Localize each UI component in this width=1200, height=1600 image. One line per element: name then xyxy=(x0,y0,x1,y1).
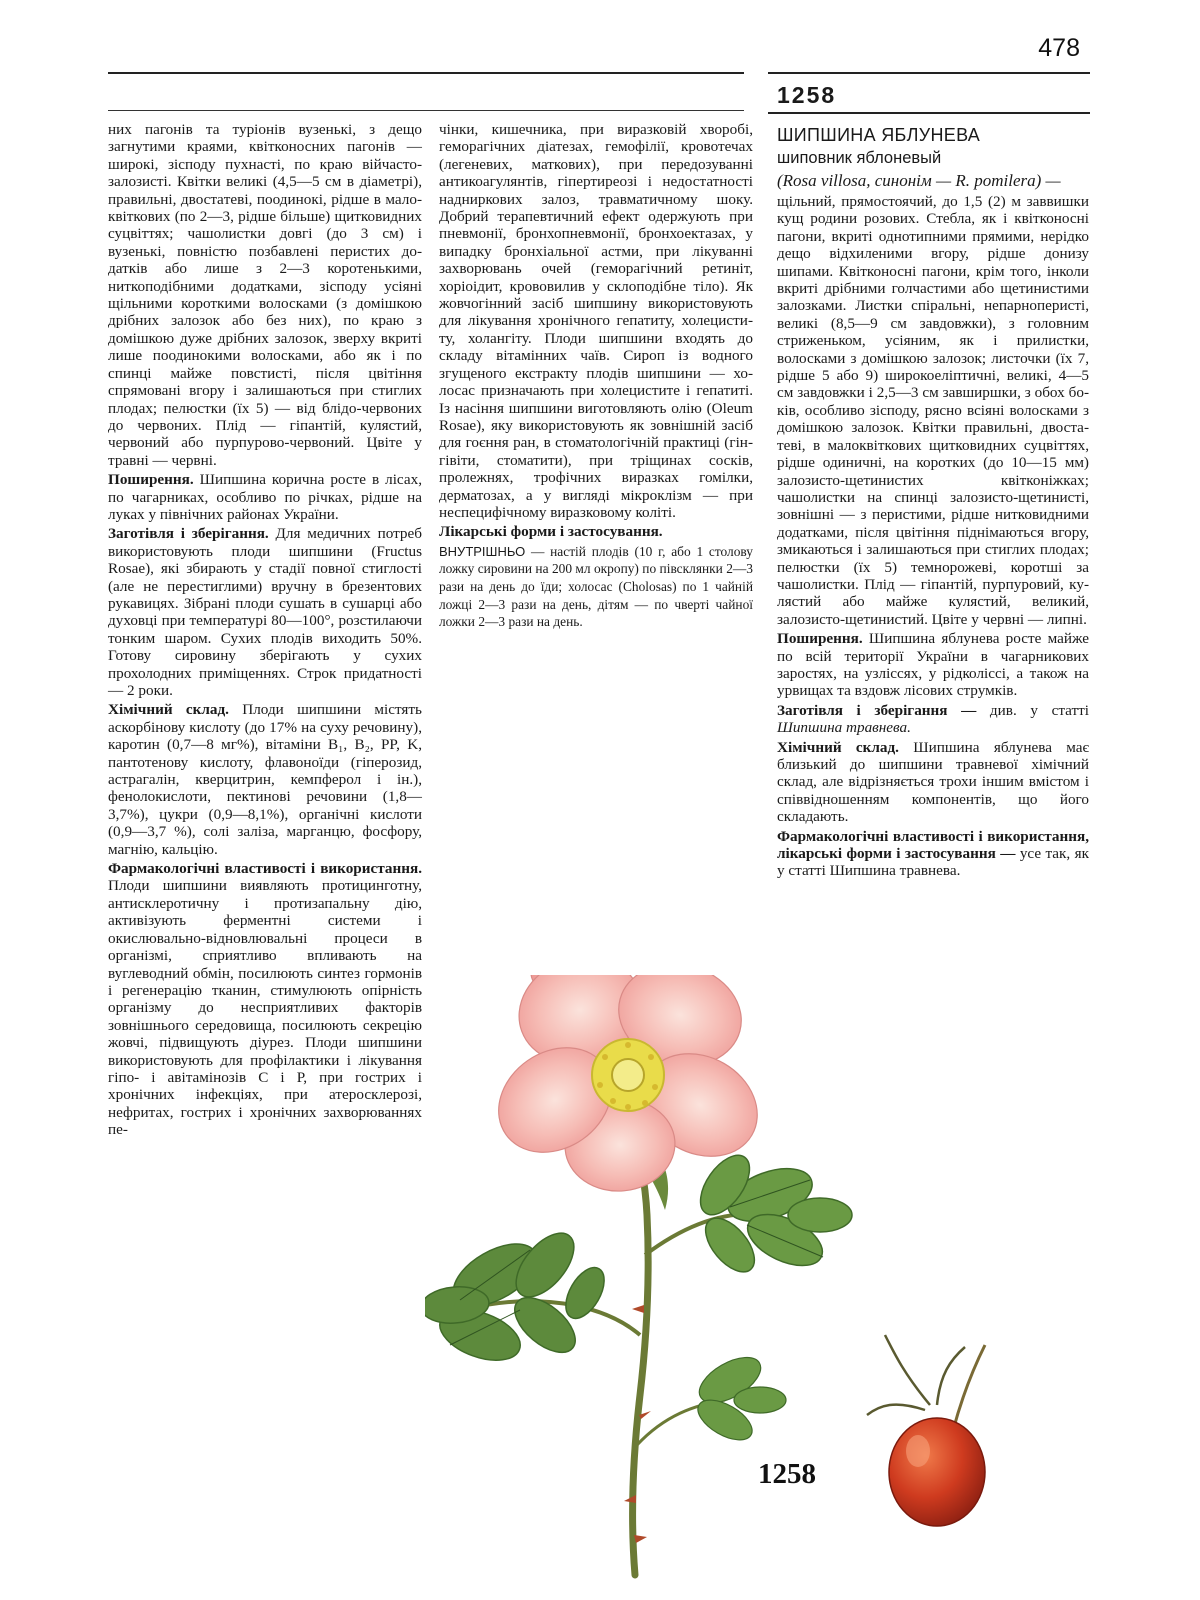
section-heading: Поширення. xyxy=(108,471,194,489)
hip-sepal xyxy=(885,1335,930,1405)
thorn xyxy=(634,1535,647,1543)
entry-description: щільний, прямостоячий, до 1,5 (2) м заввишки кущ родини розових. Стебла, як і квітконосні пагони, вкриті однотипними прямими, нерідко дещо відхиленими вгору, рідше донизу шипами. Квітконосні пагони, крім того, інколи вкриті дрібними голчастими або щетинистими залозками. Листки спіральні, непарноперисті, великі (8,5—9 см завдовжки), з головним стриженьком, усіяним, як і прилистки, волосками з домішкою залозок; листочки (їх 7, рідше 5 або 9) широкоеліптичні, великі, 4—5 см завдовжки і 2,5—3 см завширшки, з обох боків, особливо зісподу, рясно всіяні волосками з домішкою залозок. Квітки правильні, двостатеві, в малоквіткових щитковидних суцвіттях, рідше одиничні, на коротких (до 10—15 мм) залозисто-щетинистих квітконіжках; чашолистки на спинці залозисто-щетинисті, зовнішні — з перистими, рідше нитковидними додатками, після цвітіння піднімаються вгору, змикаються і залишаються при стиглих плодах; пелюстки (їх 5) темнорожеві, коротші за чашолистки. Плід — гіпантій, пурпуровий, кулястий або майже кулястий, великий, залозисто-щетинистий. Цвіте у червні — липні. xyxy=(777,193,1089,628)
section-text: Для медичних потреб використовують плоди шипшини (Fructus Rosae), які збирають у стадії повної стиглості (але не перестиглими) вручну в брезентових рукавицях. Зібрані плоди сушать в сушарці або духовці при температурі 80—100°, розстилаючи тонким шаром. Сухих плодів виходить 50%. Готову сировину зберігають у сухих прохолодних приміщеннях. Строк придатності — 2 роки. xyxy=(108,525,422,699)
figure-number: 1258 xyxy=(758,1458,816,1490)
dosage-body: — настій плодів (10 г, або 1 столову ложку сировини на 200 мл окропу) по півсклянки 2—3 рази на день до їди; холосас (Cholosas) по 1 чайній ложці 2—3 рази на день, дітям — по чверті чайної ложки 2—3 рази на день. xyxy=(439,543,753,630)
section-text: Шипшина яблунева росте майже по всій території України в чагарникових заростях, на узліссях, у рідколіссі, а також на урвищах та вздовж лісових струмків. xyxy=(777,630,1089,700)
thorn xyxy=(632,1305,644,1313)
chemistry-section xyxy=(108,701,422,858)
column-3 xyxy=(777,124,1089,882)
header-rule-right xyxy=(768,72,1090,74)
section-text: див. у статті xyxy=(976,701,1089,719)
column-1 xyxy=(108,121,422,1141)
hip-highlight xyxy=(906,1435,930,1467)
distribution-section xyxy=(108,471,422,523)
section-heading: Фармакологічні властивості і використання. xyxy=(108,860,422,878)
entry-title-russian: шиповник яблоневый xyxy=(777,149,942,167)
dosage-lead: ВНУТРІШНЬО xyxy=(439,543,526,559)
section-text: усе так, як у статті Шипшина травнева. xyxy=(777,845,1089,880)
header-rule-left xyxy=(108,72,744,74)
hip-sepal xyxy=(867,1405,925,1415)
column-rule-left xyxy=(108,110,744,111)
harvesting-section xyxy=(108,525,422,699)
section-heading: Хімічний склад. xyxy=(777,738,899,756)
page-number: 478 xyxy=(1038,34,1080,62)
dosage-forms-heading: Лікарські форми і застосування. xyxy=(439,523,663,541)
section-text: Плоди шипшини містять аскорбінову кислоту (до 17% на суху речовину), каротин (0,7—8 мг%), вітаміни B₁, B₂, PP, K, пантотенову кислоту, флавоноїди (гіперозид, астрагалін, кверцитрин, кемпферол і ін.), фенолокислоти, пектинові речовини (1,8—3,7%), цукри (0,9—8,1%), органічні кислоти (0,9—3,7 %), солі заліза, марганцю, фосфору, магнію, кальцію. xyxy=(108,701,422,858)
entry-rule xyxy=(768,112,1090,114)
leaf-cluster xyxy=(692,1348,786,1448)
leaf-cluster xyxy=(691,1147,852,1281)
section-heading: Заготівля і зберігання — xyxy=(777,701,977,719)
flower-center-inner xyxy=(612,1059,644,1091)
pharmacology-section xyxy=(777,828,1089,880)
hip-sepal xyxy=(937,1347,965,1405)
column-2 xyxy=(439,121,753,633)
harvesting-section xyxy=(777,702,1089,737)
cross-reference: Шипшина травнева. xyxy=(777,719,911,737)
rose-hip xyxy=(889,1418,985,1526)
pharmacology-section xyxy=(108,860,422,1139)
description-continued: них пагонів та туріонів вузенькі, з дещо загнутими краями, квітконосних пагонів — широкі, зісподу пухнасті, по краю війчастозалозисті. Квітки великі (4,5—5 см в діаметрі), правильні, двостaтеві, поодинокі, рідше в малоквіткових (по 2—3, рідше більше) щитковидних суцвіттях; чашолистки довгі (до 3 см) і вузенькі, повністю позбавлені перистих додатків або лише з 2—3 коротенькими, ниткоподібними додатками, зісподу усіяні щільними короткими волосками (з домішкою дрібних залозок або без них), по краю з домішкою дуже дрібних залозок, зверху вкриті лише поодинокими волосками, або як і по спинці майже повстисті, після цвітіння спрямовані вгору і залишаються при стиглих плодах; пелюстки (їх 5) — від блідо-червоних до червоних. Плід — гіпантій, кулястий, червоний або пурпурово-червоний. Цвіте у травні — червні. xyxy=(108,121,422,469)
leaf-cluster xyxy=(425,1223,612,1370)
section-text: Шипшина яблунева має близький до шипшини травневої хімічний склад, але відрізняється трохи іншим вмістом і співвідношенням компонентів, що його складають. xyxy=(777,738,1090,826)
section-heading: Поширення. xyxy=(777,630,863,648)
section-heading: Хімічний склад. xyxy=(108,701,229,719)
entry-title: ШИПШИНА ЯБЛУНЕВА xyxy=(777,125,981,145)
section-text: Плоди шипшини виявляють протицинготну, антисклеротичну і протизапальну дію, активізують ферментні системи і окислювально-відновлювальні процеси в організмі, сприятливо впливають на вуглеводний обмін, посилюють синтез гормонів і регенерацію тканин, стимулюють опірність організму до несприятливих факторів зовнішнього середовища, посилюють секрецію жовчі, підвищують діурез. Плоди шипшини використовують для профілактики і лікування гіпо- і авітамінозів С і Р, при гострих і хронічних інфекціях, при атеросклерозі, нефритах, гострих і хронічних захворюваннях пе- xyxy=(108,877,422,1139)
section-heading: Фармакологічні властивості і використання, лікарські форми і застосування — xyxy=(777,827,1089,863)
dosage-text xyxy=(439,543,753,631)
entry-number: 1258 xyxy=(777,82,837,108)
section-heading: Заготівля і зберігання. xyxy=(108,525,269,543)
chemistry-section xyxy=(777,739,1089,826)
section-text: Шипшина корична росте в лісах, по чагарниках, особливо по річках, рідше на луках у північних районах України. xyxy=(108,471,422,523)
pharmacology-continued: чінки, кишечника, при виразковій хворобі, геморагічних діатезах, гемофілії, кровотечах (легеневих, маткових), при передозуванні антикоагулянтів, гіпертиреозі і недостатності надниркових залоз, травматичному шоку. Добрий терапевтичний ефект одержують при пневмонії, бронхопневмонії, бронхоектазах, у випадку бронхіальної астми, при лікуванні захворювань очей (гемоpагічний ретиніт, хоріоідит, крововилив у склоподібне тіло). Як жовчогінний засіб шипшину використовують для лікування хронічного гепатиту, холециститу, холангіту. Плоди шипшини входять до складу вітамінних чаїв. Сироп із водного згущеного екстракту плодів шипшини — холосас призначають при холецистите і гепатиті. Із насіння шипшини виготовляють олію (Oleum Rosae), яку використовують як зовнішній засіб для гоєння ран, в стоматологічній практиці (гінгівіти, стоматити), при тріщинах сосків, пролежнях, трофічних виразках гомілки, дерматозах, а у вигляді мікроклізм — при неспецифічному виразковому коліті. xyxy=(439,121,753,521)
distribution-section xyxy=(777,630,1089,700)
entry-title-latin: (Rosa villosa, синонім — R. pomilera) — xyxy=(777,171,1061,190)
rosehip-illustration xyxy=(425,975,1105,1600)
